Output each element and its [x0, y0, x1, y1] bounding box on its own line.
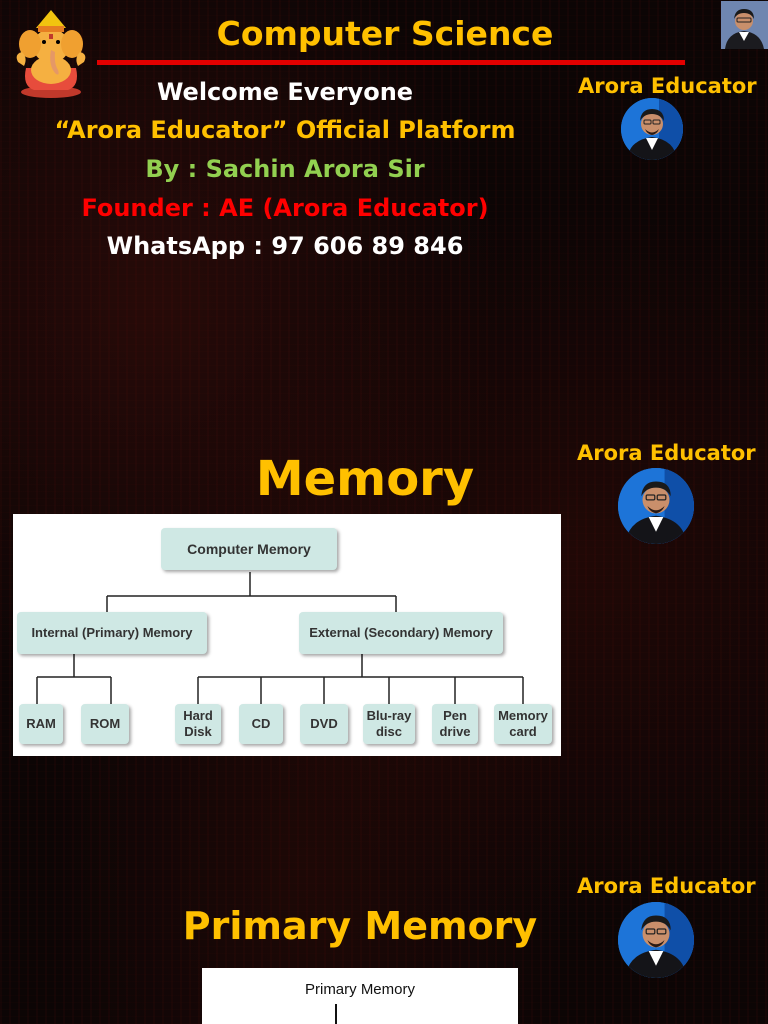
author-line: By : Sachin Arora Sir — [145, 155, 425, 183]
welcome-block — [30, 0, 540, 270]
educator-avatar-icon — [618, 902, 694, 978]
node-blu-ray: Blu-ray disc — [363, 704, 415, 744]
node-rom: ROM — [81, 704, 129, 744]
node-dvd: DVD — [300, 704, 348, 744]
page-title: Computer Science — [216, 14, 554, 53]
memory-title: Memory — [255, 451, 475, 507]
primary-memory-title: Primary Memory — [182, 904, 538, 948]
educator-photo-thumbnail — [721, 1, 768, 49]
node-hard-disk: Hard Disk — [175, 704, 221, 744]
node-pen-drive: Pen drive — [432, 704, 478, 744]
node-ram: RAM — [19, 704, 63, 744]
memory-diagram — [13, 514, 561, 756]
brand-label: Arora Educator — [578, 74, 757, 98]
brand-label: Arora Educator — [577, 874, 756, 898]
node-primary-memory: Primary Memory — [304, 981, 415, 998]
node-internal-memory: Internal (Primary) Memory — [17, 612, 207, 654]
primary-memory-diagram — [202, 968, 518, 1024]
diagram-connector — [335, 1004, 337, 1024]
node-computer-memory: Computer Memory — [161, 528, 337, 570]
node-cd: CD — [239, 704, 283, 744]
node-external-memory: External (Secondary) Memory — [299, 612, 503, 654]
founder-line: Founder : AE (Arora Educator) — [81, 194, 489, 222]
educator-avatar-icon — [618, 468, 694, 544]
platform-line: “Arora Educator” Official Platform — [54, 116, 516, 144]
welcome-heading: Welcome Everyone — [156, 78, 414, 106]
educator-avatar-icon — [621, 98, 683, 160]
node-memory-card: Memory card — [494, 704, 552, 744]
whatsapp-line: WhatsApp : 97 606 89 846 — [106, 232, 464, 260]
brand-label: Arora Educator — [577, 441, 756, 465]
